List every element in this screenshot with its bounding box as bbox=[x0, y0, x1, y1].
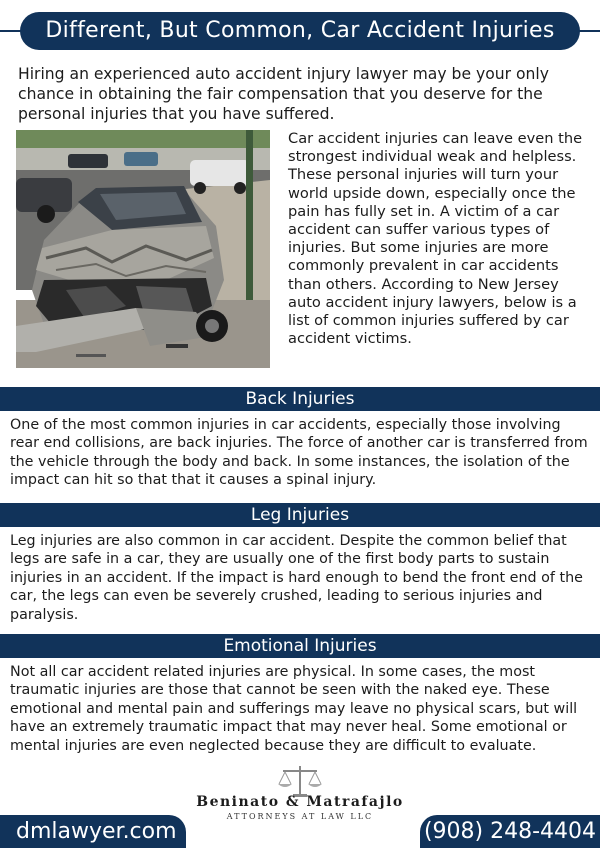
firm-logo bbox=[190, 764, 410, 824]
section-body-back-injuries: One of the most common injuries in car accidents, especially those involving rear end collisions, are back injuries. The force of another car is transferred from the vehicle through the body and back. In some instances, the isolation of the impact can hit so that that it causes a spinal injury. bbox=[10, 417, 588, 489]
scales-of-justice-icon bbox=[275, 764, 325, 798]
section-heading-leg-injuries: Leg Injuries bbox=[0, 503, 600, 527]
section-body-leg-injuries: Leg injuries are also common in car accident. Despite the common belief that legs are safe in a car, they are usually one of the first body parts to sustain injuries in an accident. If the impact is hard enough to bend the front end of the car, the legs can even be severely crushed, leading to serious injuries and paralysis. bbox=[10, 533, 583, 623]
page-title: Different, But Common, Car Accident Injuries bbox=[20, 12, 580, 50]
section-heading-emotional-injuries: Emotional Injuries bbox=[0, 634, 600, 658]
firm-subtitle: ATTORNEYS AT LAW LLC bbox=[226, 812, 374, 821]
website-link[interactable]: dmlawyer.com bbox=[0, 815, 186, 848]
intro-paragraph: Hiring an experienced auto accident injury lawyer may be your only chance in obtaining the fair compensation that you deserve for the personal injuries that you have suffered. bbox=[18, 65, 549, 123]
firm-name: Beninato & Matrafajlo bbox=[196, 794, 404, 810]
crashed-car-photo bbox=[16, 130, 270, 368]
section-heading-back-injuries: Back Injuries bbox=[0, 387, 600, 411]
section-body-emotional-injuries: Not all car accident related injuries are physical. In some cases, the most traumatic injuries are those that cannot be seen with the naked eye. These emotional and mental pain and sufferings may leave no physical scars, but will have an extremely traumatic impact that may never heal. Some emotional or mental injuries are even neglected because they are difficult to evaluate. bbox=[10, 664, 578, 754]
phone-number[interactable]: (908) 248-4404 bbox=[420, 815, 600, 848]
side-paragraph: Car accident injuries can leave even the strongest individual weak and helpless. These personal injuries will turn your world upside down, especially once the pain has fully set in. A victim of a car accident can suffer various types of injuries. But some injuries are more commonly prevalent in car accidents than others. According to New Jersey auto accident injury lawyers, below is a list of common injuries suffered by car accident victims. bbox=[288, 130, 583, 348]
